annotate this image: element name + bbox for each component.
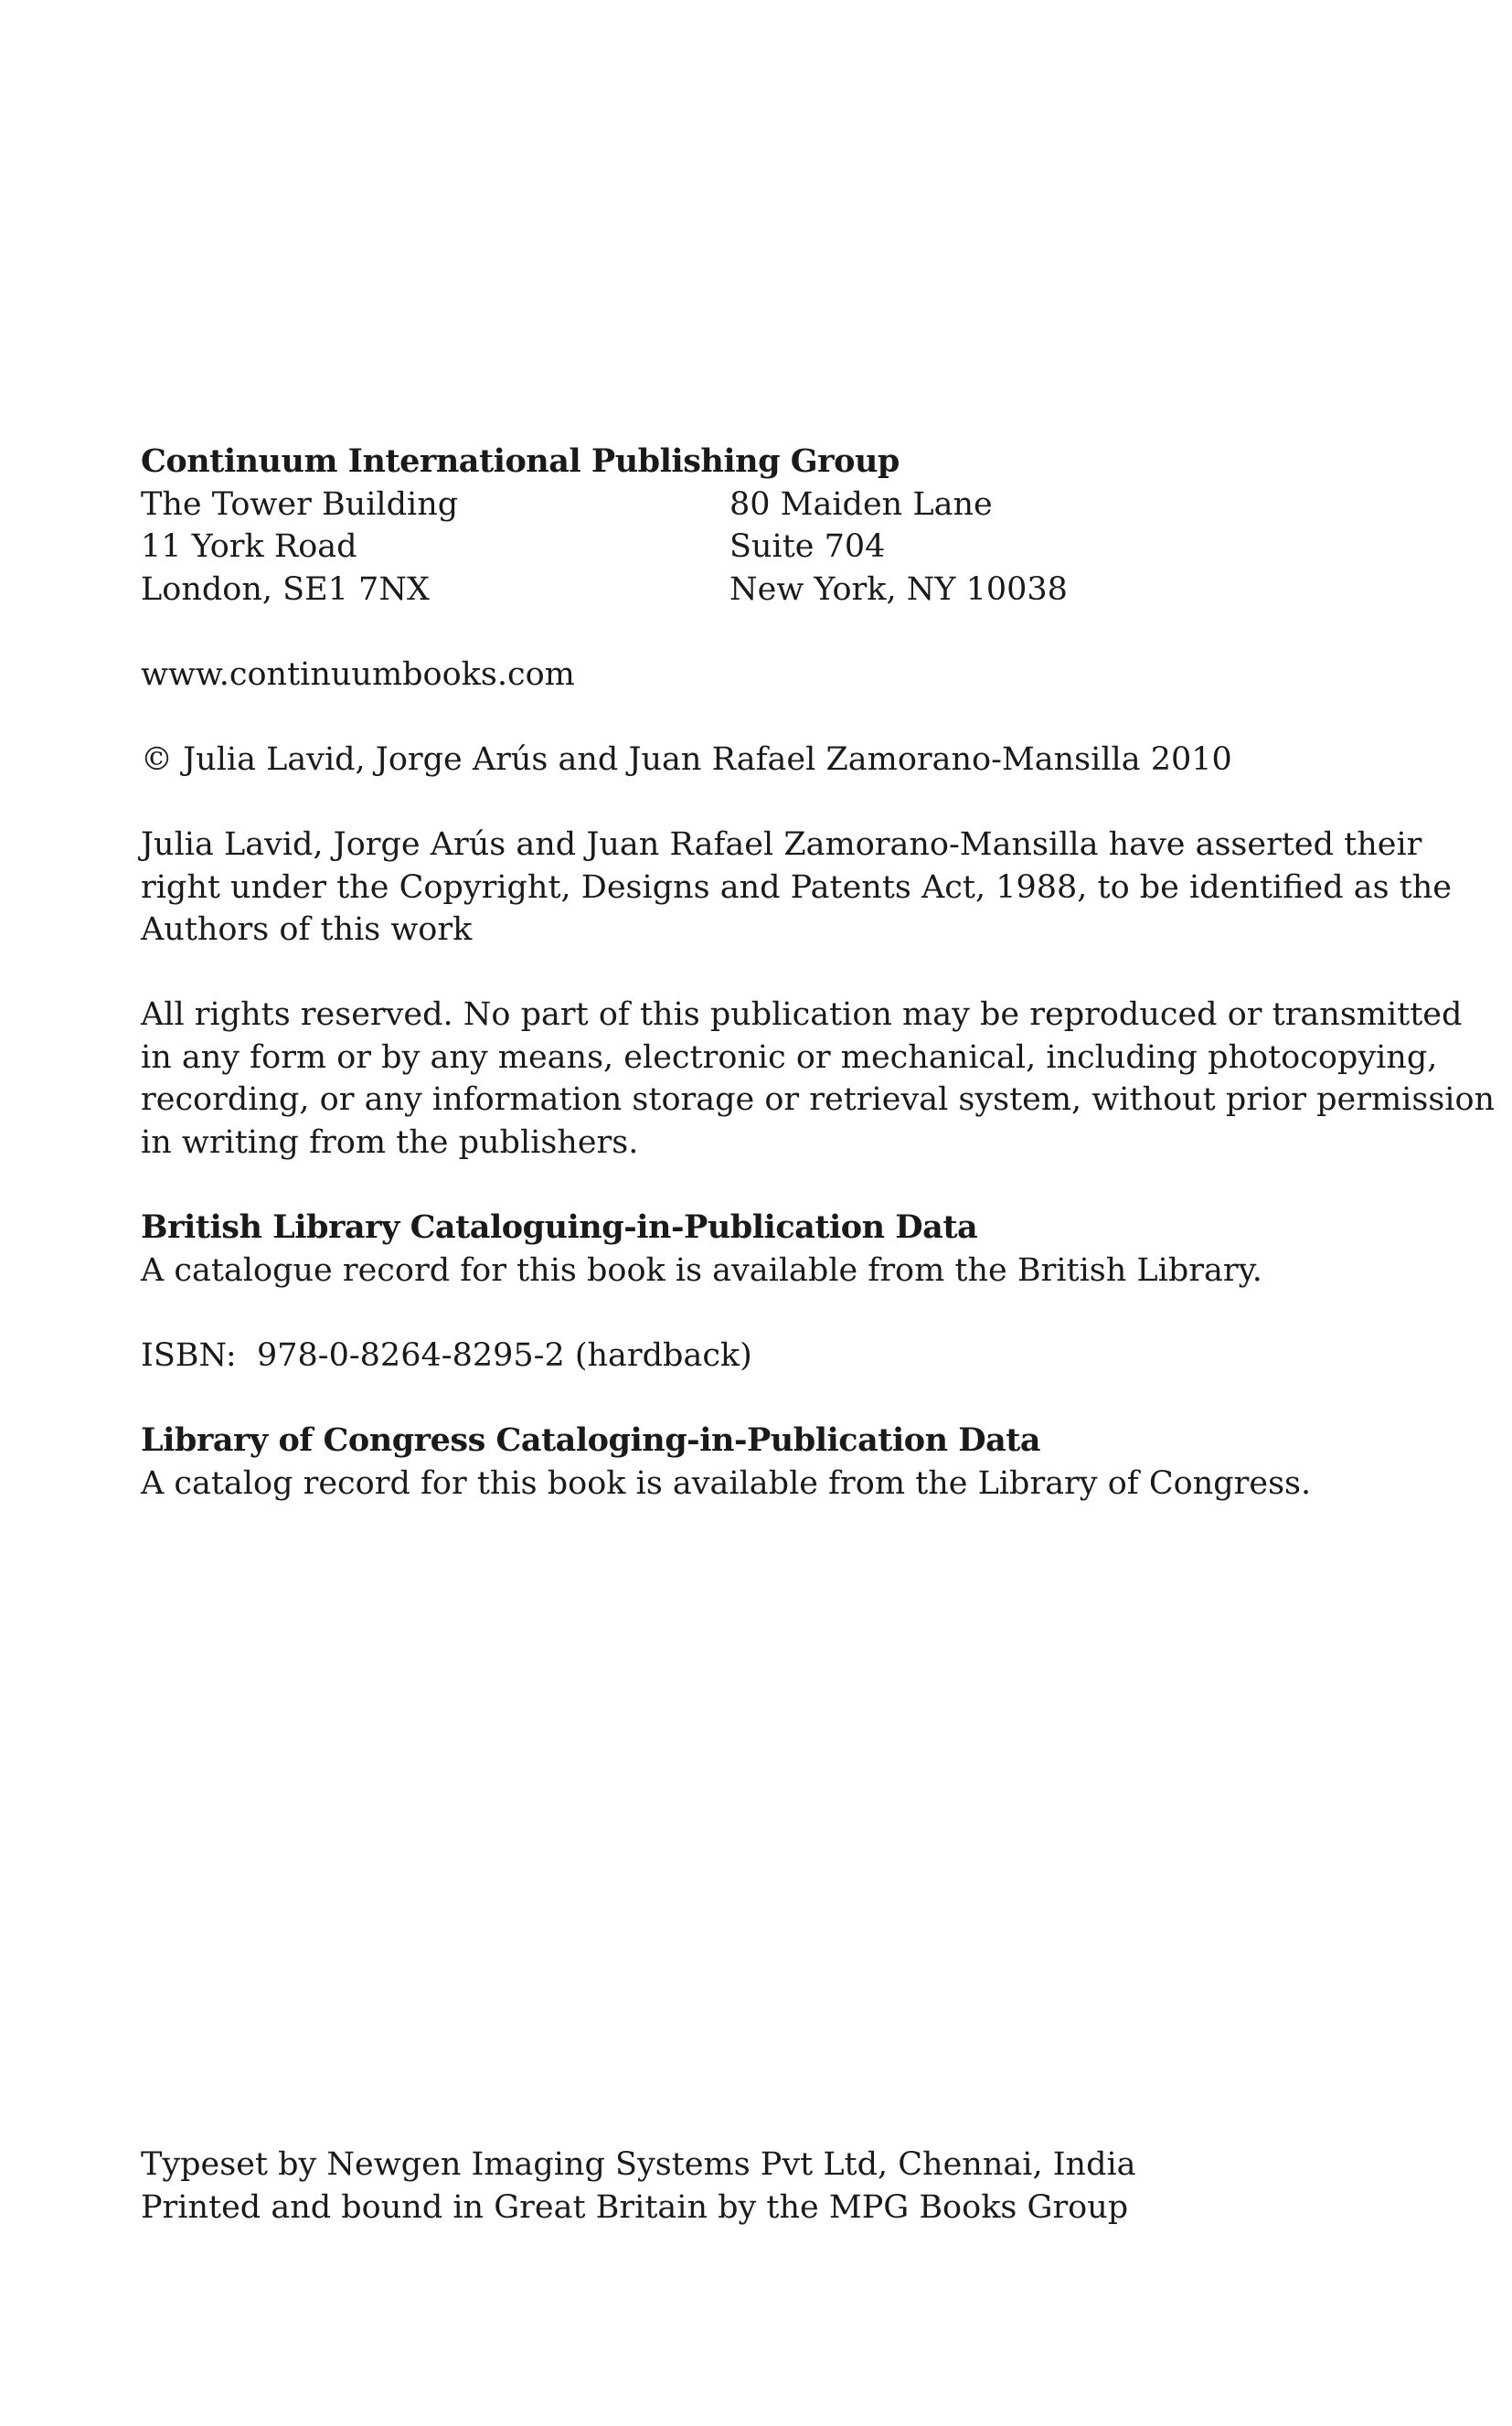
isbn-block	[141, 1335, 1402, 1378]
rights-reserved-paragraph	[141, 994, 1496, 1164]
paragraph-line: All rights reserved. No part of this publication may be reproduced or transmitted	[141, 996, 1463, 1033]
address-uk-line: London, SE1 7NX	[141, 570, 430, 608]
british-library-heading: British Library Cataloguing-in-Publication Data	[141, 1208, 978, 1246]
address-uk-line: The Tower Building	[141, 485, 459, 523]
copyright-notice: © Julia Lavid, Jorge Arús and Juan Rafael Zamorano-Mansilla 2010	[141, 741, 1232, 778]
british-library-block	[141, 1207, 1402, 1292]
paragraph-line: Authors of this work	[141, 911, 473, 948]
paragraph-line: in writing from the publishers.	[141, 1123, 639, 1161]
publisher-block	[141, 441, 1402, 611]
copyright-block	[141, 739, 1402, 782]
publisher-website: www.continuumbooks.com	[141, 656, 575, 693]
paragraph-line: Julia Lavid, Jorge Arús and Juan Rafael Zamorano-Mansilla have asserted their	[141, 826, 1422, 863]
library-of-congress-text: A catalog record for this book is available from the Library of Congress.	[141, 1464, 1312, 1502]
library-of-congress-block	[141, 1420, 1402, 1505]
printed-credit: Printed and bound in Great Britain by the MPG Books Group	[141, 2188, 1129, 2226]
library-of-congress-heading: Library of Congress Cataloging-in-Publication Data	[141, 1421, 1041, 1459]
publisher-name: Continuum International Publishing Group	[141, 442, 900, 480]
address-us-line: New York, NY 10038	[729, 570, 1068, 608]
address-row	[141, 484, 1402, 527]
british-library-text: A catalogue record for this book is available from the British Library.	[141, 1251, 1262, 1289]
paragraph-line: in any form or by any means, electronic or mechanical, including photocopying,	[141, 1038, 1438, 1076]
typeset-credit: Typeset by Newgen Imaging Systems Pvt Ltd, Chennai, India	[141, 2146, 1136, 2183]
copyright-page	[141, 0, 1496, 2426]
paragraph-line: recording, or any information storage or retrieval system, without prior permission	[141, 1081, 1496, 1118]
isbn: ISBN: 978-0-8264-8295-2 (hardback)	[141, 1337, 752, 1374]
address-us-line: 80 Maiden Lane	[729, 485, 993, 523]
website-block	[141, 654, 1402, 697]
address-row	[141, 526, 1402, 569]
paragraph-line: right under the Copyright, Designs and Patents Act, 1988, to be identified as the	[141, 868, 1452, 906]
address-row	[141, 569, 1402, 612]
address-uk-line: 11 York Road	[141, 528, 357, 565]
moral-rights-paragraph	[141, 824, 1452, 952]
address-us-line: Suite 704	[729, 528, 886, 565]
production-block	[141, 2144, 1402, 2229]
